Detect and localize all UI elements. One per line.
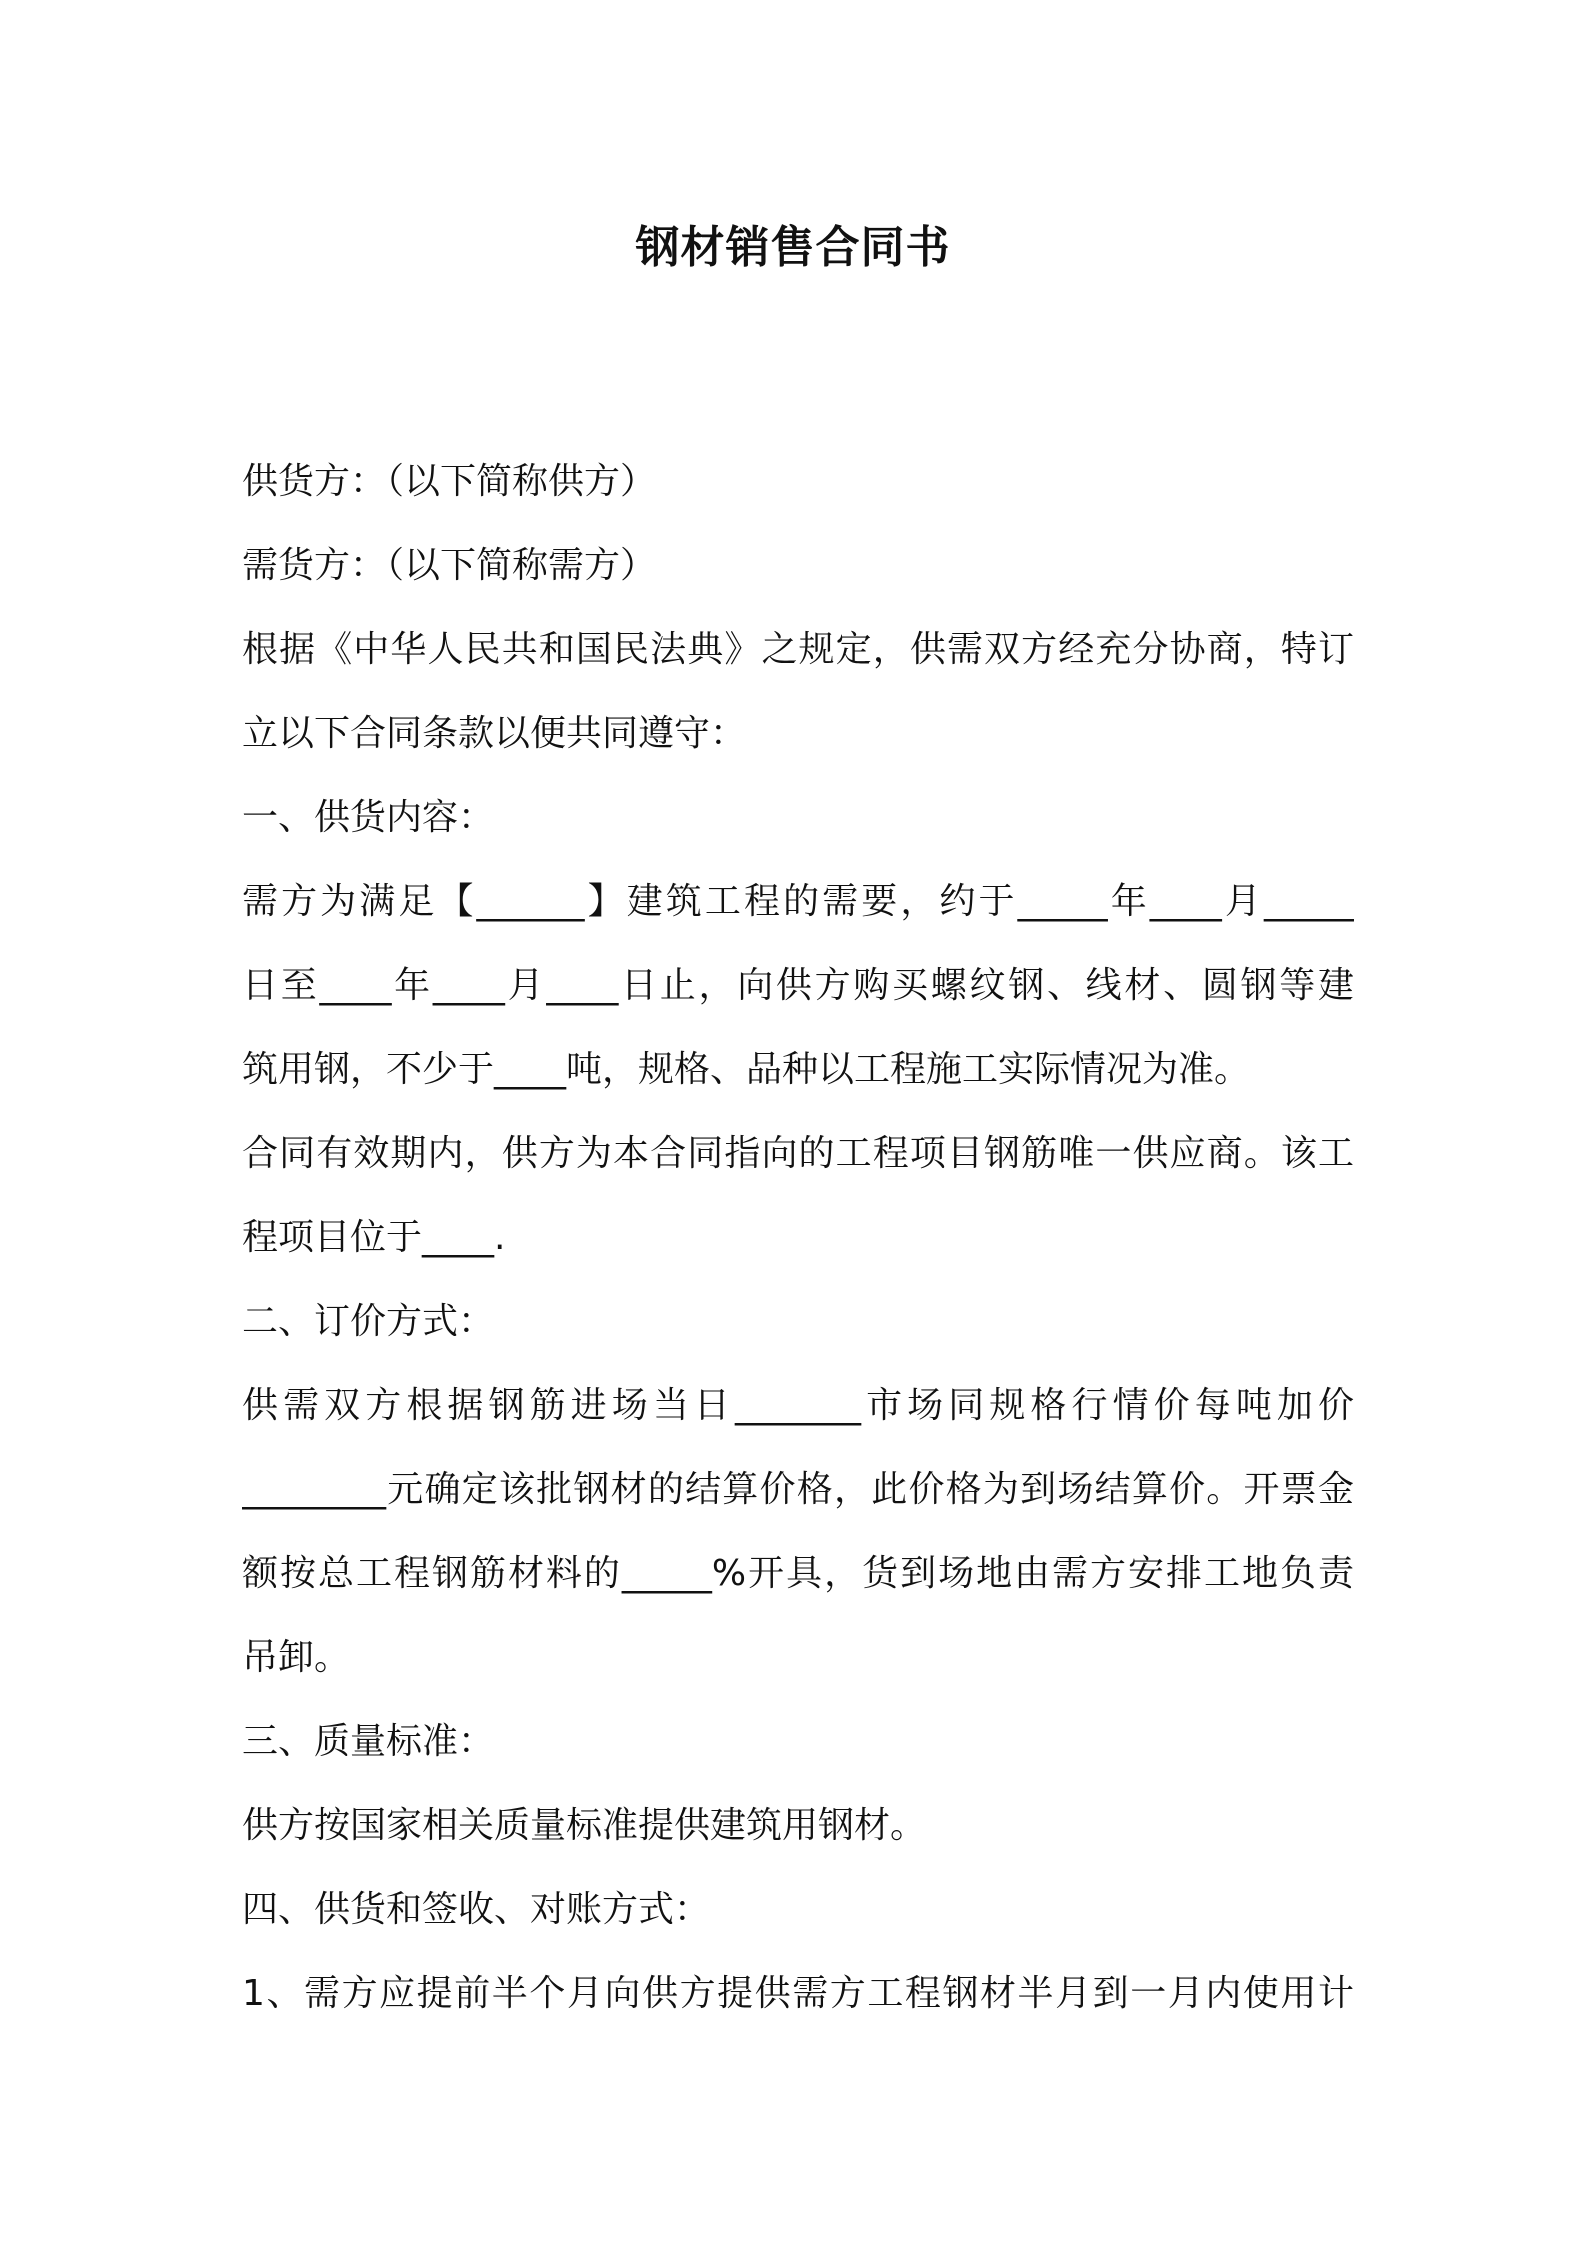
paragraph-line: 供方按国家相关质量标准提供建筑用钢材。 — [242, 1805, 927, 1846]
section-heading: 一、供货内容： — [242, 797, 495, 838]
section-heading: 二、订价方式： — [242, 1301, 495, 1342]
paragraph-line: 吊卸。 — [242, 1637, 351, 1678]
paragraph-line: 程项目位于____. — [242, 1217, 506, 1258]
paragraph-line: 额按总工程钢筋材料的_____%开具，货到场地由需方安排工地负责 — [242, 1553, 1354, 1594]
paragraph-line: 1、需方应提前半个月向供方提供需方工程钢材半月到一月内使用计 — [242, 1973, 1354, 2014]
section-heading: 四、供货和签收、对账方式： — [242, 1889, 711, 1930]
paragraph-line: 需方为满足【______】建筑工程的需要，约于_____年____月_____ — [242, 881, 1354, 922]
document-title: 钢材销售合同书 — [635, 222, 951, 273]
document-body — [242, 440, 1354, 2036]
paragraph-line: 合同有效期内，供方为本合同指向的工程项目钢筋唯一供应商。该工 — [242, 1133, 1354, 1174]
paragraph-line: 立以下合同条款以便共同遵守： — [242, 713, 747, 754]
section-heading: 三、质量标准： — [242, 1721, 495, 1762]
paragraph-line: 供需双方根据钢筋进场当日_______市场同规格行情价每吨加价 — [242, 1385, 1354, 1426]
buyer-line: 需货方：（以下简称需方） — [242, 545, 657, 586]
paragraph-line: 筑用钢，不少于____吨，规格、品种以工程施工实际情况为准。 — [242, 1049, 1251, 1090]
paragraph-line: 根据《中华人民共和国民法典》之规定，供需双方经充分协商，特订 — [242, 629, 1354, 670]
paragraph-line: 日至____年____月____日止，向供方购买螺纹钢、线材、圆钢等建 — [242, 965, 1354, 1006]
paragraph-line: ________元确定该批钢材的结算价格，此价格为到场结算价。开票金 — [242, 1469, 1354, 1510]
supplier-line: 供货方：（以下简称供方） — [242, 461, 657, 502]
